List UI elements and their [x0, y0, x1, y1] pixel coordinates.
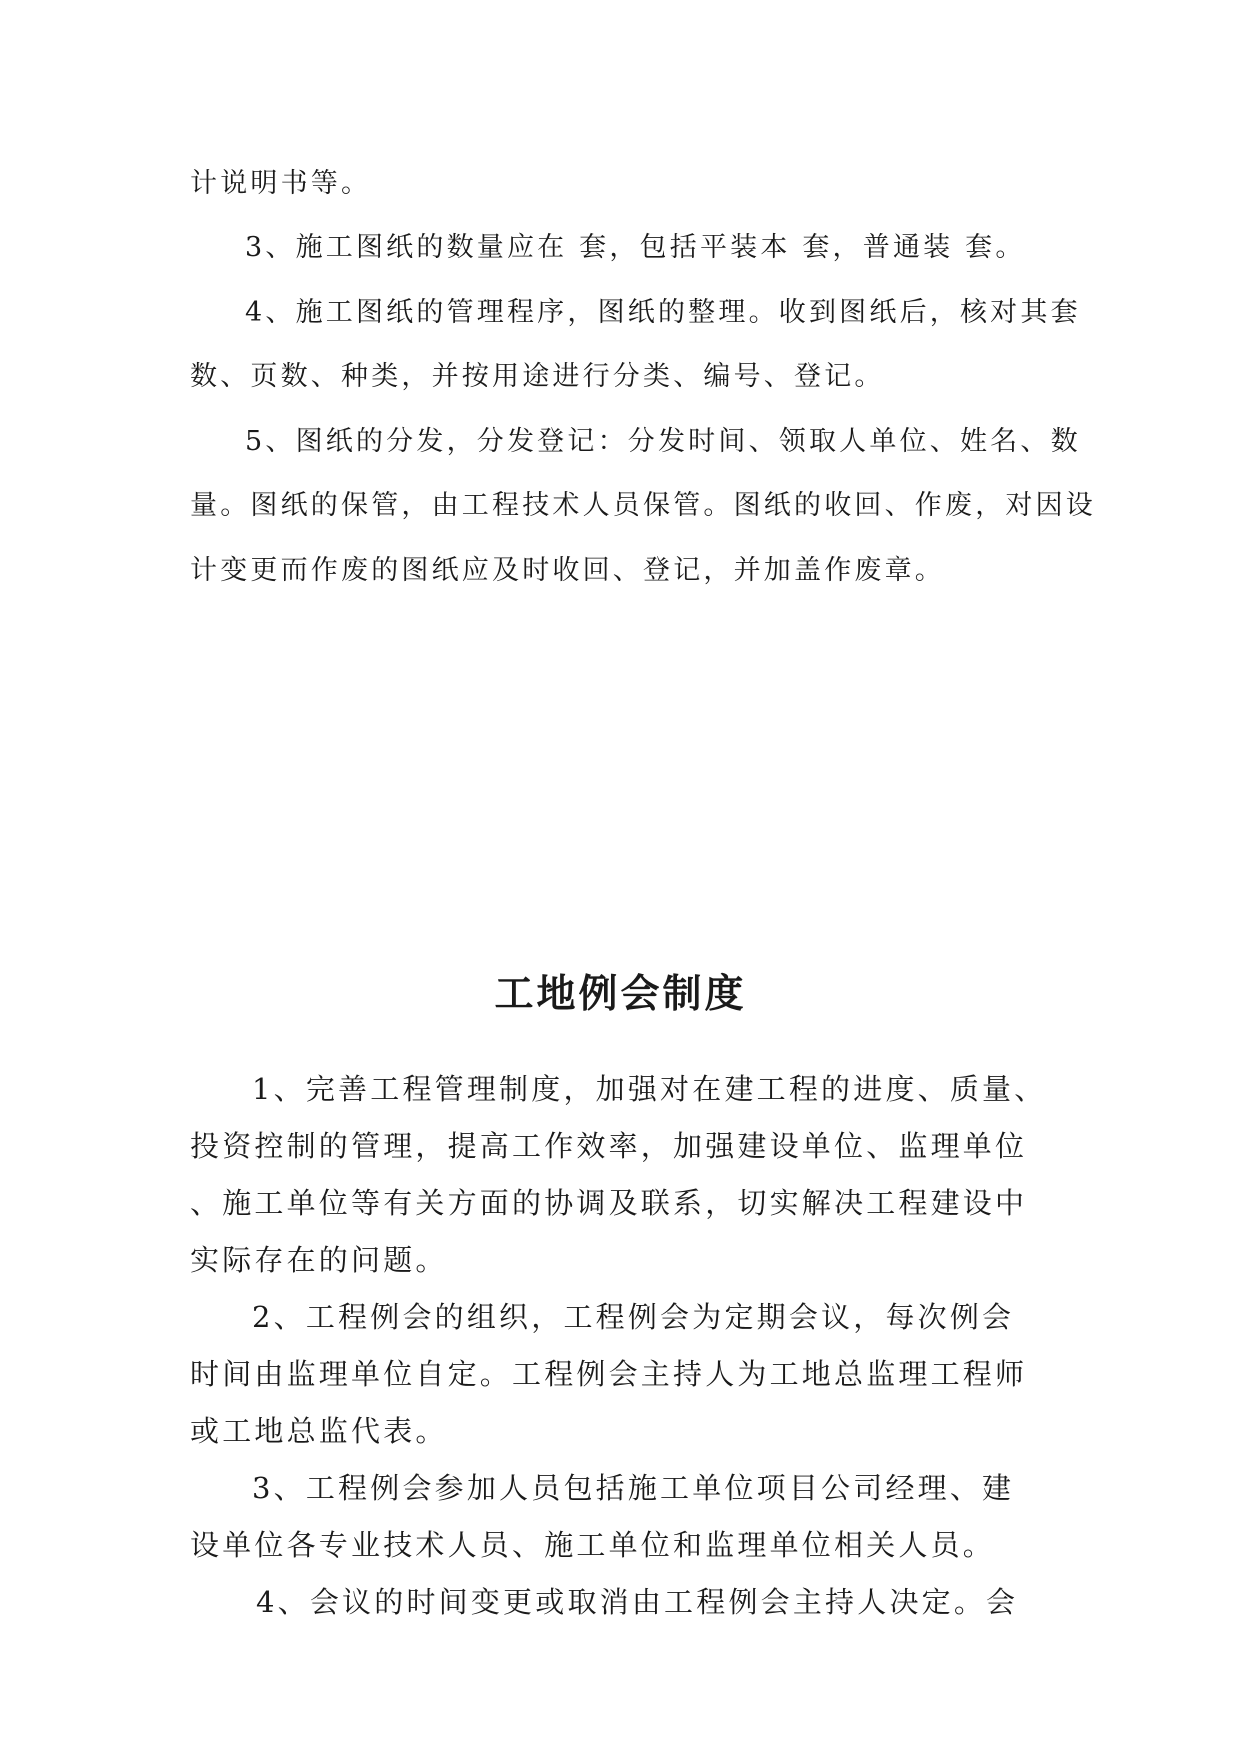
paragraph-line: 3、施工图纸的数量应在 套，包括平装本 套，普通装 套。	[245, 232, 1026, 263]
paragraph-line: 4、会议的时间变更或取消由工程例会主持人决定。会	[256, 1585, 1019, 1619]
section-title: 工地例会制度	[494, 972, 747, 1017]
paragraph-line: 计变更而作废的图纸应及时收回、登记，并加盖作废章。	[190, 555, 945, 586]
paragraph-line: 、施工单位等有关方面的协调及联系，切实解决工程建设中	[190, 1186, 1028, 1220]
paragraph-line: 时间由监理单位自定。工程例会主持人为工地总监理工程师	[190, 1357, 1028, 1391]
paragraph-line: 4、施工图纸的管理程序，图纸的整理。收到图纸后，核对其套	[245, 297, 1081, 328]
paragraph-line: 量。图纸的保管，由工程技术人员保管。图纸的收回、作废，对因设	[190, 490, 1096, 521]
paragraph-line: 设单位各专业技术人员、施工单位和监理单位相关人员。	[190, 1528, 996, 1562]
paragraph-line: 计说明书等。	[190, 168, 372, 199]
paragraph-line: 投资控制的管理，提高工作效率，加强建设单位、监理单位	[190, 1129, 1028, 1163]
paragraph-line: 实际存在的问题。	[190, 1243, 448, 1277]
paragraph-line: 2、工程例会的组织，工程例会为定期会议，每次例会	[252, 1300, 1015, 1334]
paragraph-line: 或工地总监代表。	[190, 1414, 448, 1448]
paragraph-line: 数、页数、种类，并按用途进行分类、编号、登记。	[190, 361, 885, 392]
paragraph-line: 1、完善工程管理制度，加强对在建工程的进度、质量、	[252, 1072, 1047, 1106]
paragraph-line: 3、工程例会参加人员包括施工单位项目公司经理、建	[252, 1471, 1015, 1505]
paragraph-line: 5、图纸的分发，分发登记：分发时间、领取人单位、姓名、数	[245, 426, 1081, 457]
